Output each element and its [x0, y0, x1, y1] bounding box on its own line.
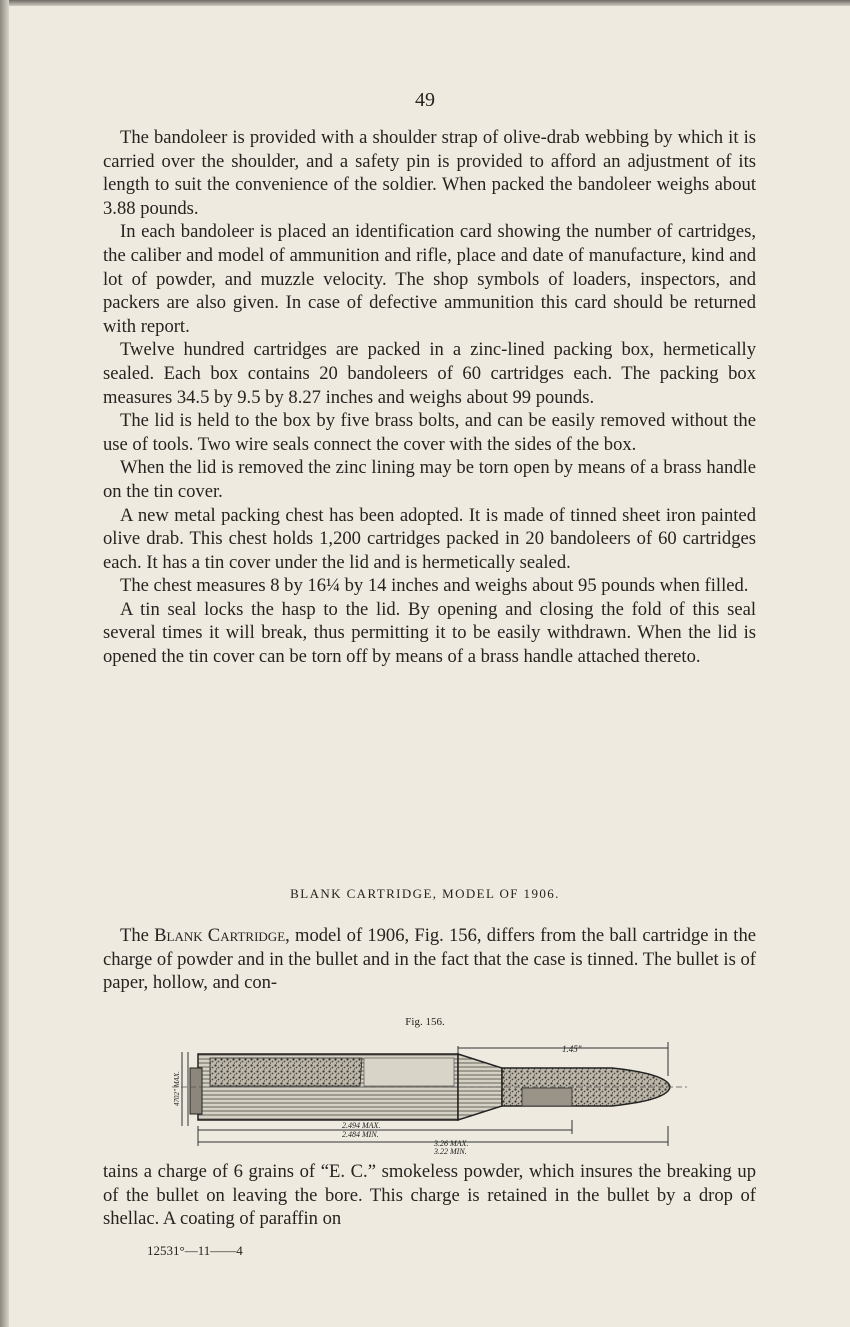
dim-case-max: 2.494 MAX. — [342, 1121, 381, 1130]
blank-cartridge-term: Blank Cartridge — [154, 925, 286, 946]
section-heading: BLANK CARTRIDGE, MODEL OF 1906. — [290, 886, 560, 901]
paragraph-zinc-lining: When the lid is removed the zinc lining may be torn open by means of a brass handle on the tin cover. — [103, 457, 756, 502]
paragraph-packing-box: Twelve hundred cartridges are packed in a zinc-lined packing box, hermetically sealed. Each box contains 20 bandoleers of 60 cartridges each. The packing box measures 34.5 by 9.5 by 8.27 inches and weighs about 99 pounds. — [103, 339, 756, 408]
printer-signature: 12531°—11——4 — [147, 1243, 243, 1258]
body-text — [103, 126, 756, 669]
paragraph-chest-dimensions: The chest measures 8 by 16¼ by 14 inches and weighs about 95 pounds when filled. — [120, 575, 749, 597]
paragraph-blank-cartridge — [103, 924, 756, 995]
blank-para-rest: , model of 1906, Fig. 156, differs from the ball cartridge in the charge of powder and in the bullet and in the fact that the case is tinned. The bullet is of paper, hollow, and con- — [103, 925, 757, 994]
blank-cartridge-text — [103, 924, 756, 995]
paragraph-identification-card: In each bandoleer is placed an identification card showing the number of cartridges, the caliber and model of ammunition and rifle, place and date of manufacture, kind and lot of powder, and muzzle velocity. The shop symbols of loaders, inspectors, and packers are also given. In case of defective ammunition this card should be returned with report. — [103, 221, 756, 337]
paragraph-metal-chest: A new metal packing chest has been adopted. It is made of tinned sheet iron painted olive drab. This chest holds 1,200 cartridges packed in 20 bandoleers of 60 cartridges each. It has a tin cover under the lid and is hermetically sealed. — [103, 504, 756, 573]
paragraph-box-lid: The lid is held to the box by five brass bolts, and can be easily removed without the use of tools. Two wire seals connect the cover with the sides of the box. — [103, 410, 756, 455]
page-number: 49 — [415, 89, 435, 111]
figure-caption: Fig. 156. — [405, 1016, 445, 1028]
paragraph-continuation: tains a charge of 6 grains of “E. C.” smokeless powder, which insures the breaking up of the bullet on leaving the bore. This charge is retained in the bullet by a drop of shellac. A coating of paraffin on — [103, 1161, 756, 1230]
paragraph-tin-seal: A tin seal locks the hasp to the lid. By opening and closing the fold of this seal several times it will break, thus permitting it to be easily withdrawn. When the lid is opened the tin cover can be torn off by means of a brass handle attached thereto. — [103, 598, 756, 668]
dim-total-min: 3.22 MIN. — [434, 1147, 467, 1154]
dim-case-min: 2.484 MIN. — [342, 1130, 379, 1139]
dim-head-diameter: 4702" MAX. — [173, 1071, 181, 1106]
page-binding-edge — [0, 0, 9, 1327]
blank-para-start: The — [120, 925, 155, 946]
dim-total-max: 3.26 MAX. — [434, 1139, 469, 1148]
continuation-text — [103, 1160, 756, 1231]
page-top-edge — [0, 0, 850, 6]
paragraph-bandoleer-strap: The bandoleer is provided with a shoulder strap of olive-drab webbing by which it is carried over the shoulder, and a safety pin is provided to afford an adjustment of its length to suit the convenience of the soldier. When packed the bandoleer weighs about 3.88 pounds. — [103, 127, 756, 219]
dim-overall-bullet: 1.45" — [562, 1044, 582, 1054]
blank-cartridge-figure — [172, 1034, 692, 1154]
